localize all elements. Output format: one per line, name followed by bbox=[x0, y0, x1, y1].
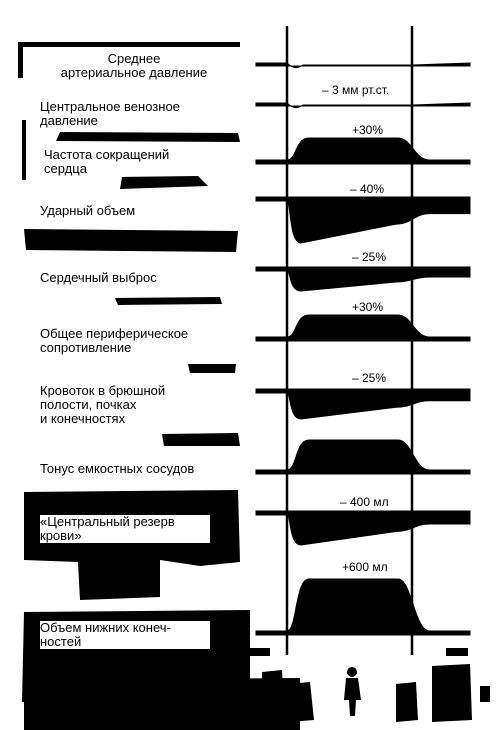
change-value-heart-rate: +30% bbox=[352, 123, 384, 137]
change-value-stroke-volume: – 40% bbox=[350, 182, 385, 196]
change-value-regional-blood-flow: – 25% bbox=[352, 371, 387, 385]
change-value-cardiac-output: – 25% bbox=[352, 250, 387, 264]
row-label-mean-arterial-pressure: Среднее артериальное давление bbox=[60, 51, 208, 80]
blot-5 bbox=[188, 364, 236, 373]
change-value-central-blood-reserve: – 400 мл bbox=[340, 495, 389, 509]
row-label-central-blood-reserve: «Центральный резерв крови» bbox=[40, 515, 210, 543]
bracket-top bbox=[20, 42, 240, 47]
standing-person-icon bbox=[344, 667, 361, 716]
blot-1 bbox=[56, 132, 240, 142]
change-value-peripheral-resistance: +30% bbox=[352, 300, 384, 314]
chair-left-icon bbox=[262, 670, 284, 718]
bench-right bbox=[446, 648, 468, 656]
row-label-capacitance-vessel-tone: Тонус емкостных сосудов bbox=[40, 461, 195, 476]
bracket-left-2 bbox=[22, 120, 26, 180]
seated-person-right-icon bbox=[396, 682, 418, 722]
blot-6 bbox=[162, 433, 240, 446]
row-label-heart-rate: Частота сокращений сердца bbox=[44, 147, 170, 176]
change-value-central-venous-pressure: – 3 мм рт.ст. bbox=[322, 83, 390, 97]
row-label-cardiac-output: Сердечный выброс bbox=[40, 270, 157, 285]
blot-9 bbox=[24, 678, 300, 730]
bracket-left bbox=[18, 42, 23, 78]
blot-4 bbox=[115, 297, 222, 305]
row-label-stroke-volume: Ударный объем bbox=[40, 203, 136, 218]
chair-right-icon bbox=[432, 664, 472, 722]
seated-person-left-icon bbox=[288, 682, 314, 722]
row-label-lower-limb-volume: Объем нижних конеч- ностей bbox=[40, 621, 210, 649]
change-value-lower-limb-volume: +600 мл bbox=[342, 560, 388, 574]
row-label-central-venous-pressure: Центральное венозное давление bbox=[40, 99, 180, 128]
bottom-scene bbox=[246, 648, 490, 722]
stand-right bbox=[480, 686, 490, 702]
row-label-peripheral-resistance: Общее периферическое сопротивление bbox=[40, 326, 189, 355]
blot-2 bbox=[120, 176, 208, 189]
bench-left bbox=[246, 648, 270, 656]
row-label-regional-blood-flow: Кровоток в брюшной полости, почках и конечностях bbox=[40, 383, 166, 426]
blot-7 bbox=[24, 490, 240, 600]
blot-3 bbox=[24, 229, 238, 252]
